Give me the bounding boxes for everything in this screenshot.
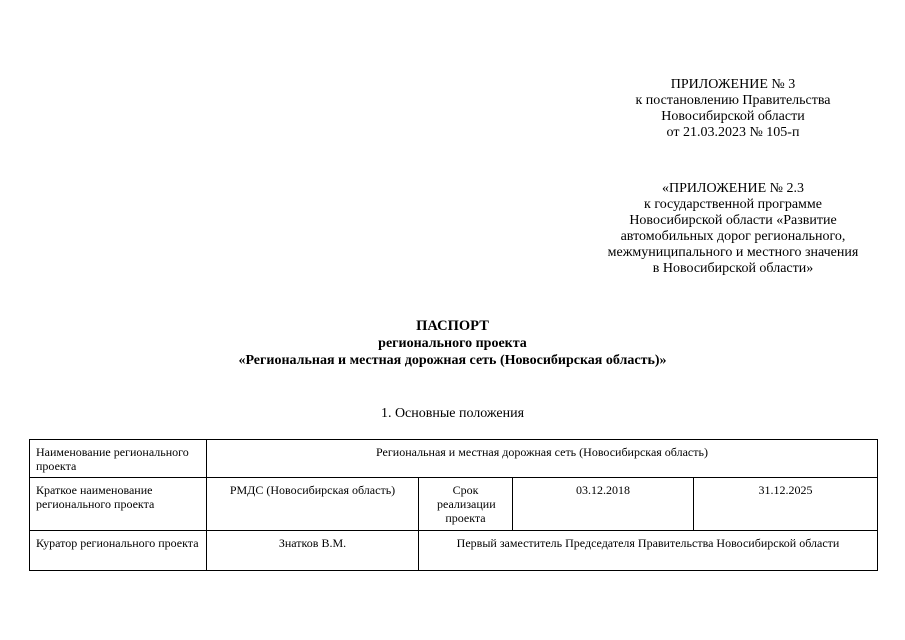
appendix-2-line: Новосибирской области «Развитие bbox=[629, 213, 837, 228]
appendix-1-line: ПРИЛОЖЕНИЕ № 3 bbox=[670, 77, 796, 92]
short-name-value: РМДС (Новосибирская область) bbox=[207, 478, 419, 531]
start-date: 03.12.2018 bbox=[513, 478, 694, 531]
passport-title-subtitle: регионального проекта bbox=[378, 336, 527, 351]
table-row bbox=[30, 440, 878, 478]
passport-project-name: «Региональная и местная дорожная сеть (Новосибирская область)» bbox=[238, 353, 667, 368]
term-label: Срок реализации проекта bbox=[419, 478, 513, 531]
table-row bbox=[30, 531, 878, 571]
project-name-value: Региональная и местная дорожная сеть (Новосибирская область) bbox=[207, 440, 878, 478]
appendix-2-line: «ПРИЛОЖЕНИЕ № 2.3 bbox=[662, 181, 804, 196]
passport-title bbox=[0, 318, 905, 369]
section-heading: 1. Основные положения bbox=[380, 406, 525, 421]
passport-table bbox=[29, 439, 878, 571]
short-name-label: Краткое наименование регионального проекта bbox=[30, 478, 207, 531]
curator-label: Куратор регионального проекта bbox=[30, 531, 207, 571]
appendix-1-line: от 21.03.2023 № 105-п bbox=[666, 125, 800, 140]
appendix-2-line: автомобильных дорог регионального, bbox=[620, 229, 846, 244]
passport-title-main: ПАСПОРТ bbox=[416, 318, 489, 334]
appendix-1-block bbox=[600, 77, 866, 141]
appendix-1-line: Новосибирской области bbox=[661, 109, 805, 124]
curator-position: Первый заместитель Председателя Правительства Новосибирской области bbox=[419, 531, 878, 571]
appendix-2-line: в Новосибирской области» bbox=[652, 261, 814, 276]
appendix-2-line: межмуниципального и местного значения bbox=[607, 245, 859, 260]
end-date: 31.12.2025 bbox=[694, 478, 878, 531]
appendix-2-line: к государственной программе bbox=[644, 197, 822, 212]
appendix-1-line: к постановлению Правительства bbox=[635, 93, 831, 108]
appendix-2-block bbox=[580, 181, 886, 277]
project-name-label: Наименование регионального проекта bbox=[30, 440, 207, 478]
table-row bbox=[30, 478, 878, 531]
curator-name: Знатков В.М. bbox=[207, 531, 419, 571]
